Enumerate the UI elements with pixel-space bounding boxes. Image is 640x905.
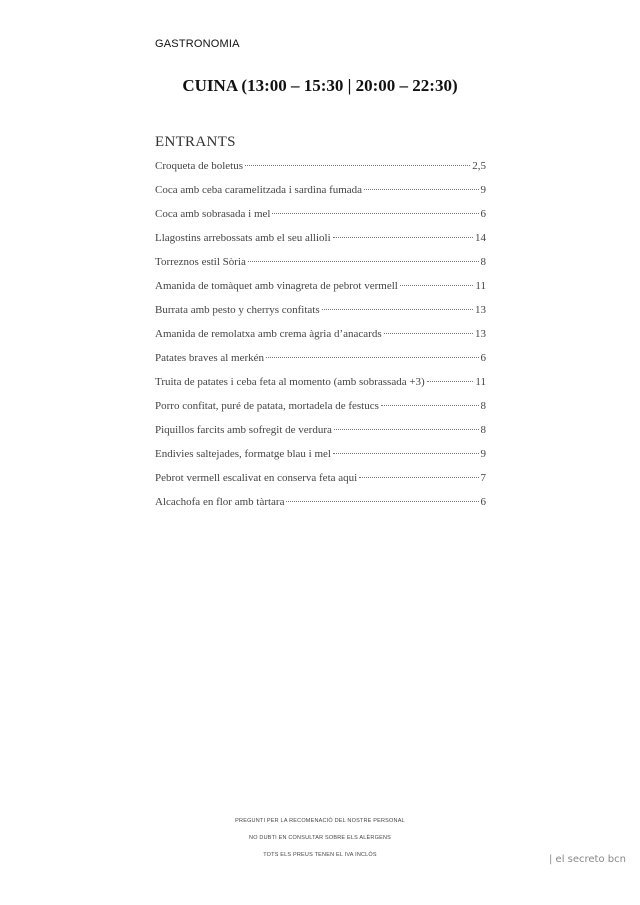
menu-item xyxy=(155,304,486,328)
menu-item-name: Porro confitat, puré de patata, mortadela de festucs xyxy=(155,400,379,412)
footer-note: PREGUNTI PER LA RECOMENACIÓ DEL NOSTRE PERSONAL xyxy=(235,818,405,824)
menu-item xyxy=(155,184,486,208)
menu-item xyxy=(155,376,486,400)
menu-item-name: Amanida de remolatxa amb crema àgria d’anacards xyxy=(155,328,382,340)
menu-item-price: 6 xyxy=(480,496,486,508)
menu-item-name: Croqueta de boletus xyxy=(155,160,243,172)
menu-item-name: Alcachofa en flor amb tàrtara xyxy=(155,496,285,508)
menu-item-price: 11 xyxy=(475,280,486,292)
menu-item xyxy=(155,448,486,472)
footer-note: NO DUBTI EN CONSULTAR SOBRE ELS ALÈRGENS xyxy=(249,835,391,841)
menu-item-price: 13 xyxy=(475,304,486,316)
menu-item xyxy=(155,232,486,256)
dot-leader xyxy=(333,237,473,238)
menu-list xyxy=(155,160,486,520)
menu-item xyxy=(155,160,486,184)
dot-leader xyxy=(427,381,474,382)
menu-item-name: Coca amb ceba caramelitzada i sardina fumada xyxy=(155,184,363,196)
menu-item-name: Patates braves al merkén xyxy=(155,352,265,364)
dot-leader xyxy=(266,357,478,358)
footer-note: TOTS ELS PREUS TENEN EL IVA INCLÒS xyxy=(263,852,377,858)
menu-item xyxy=(155,280,486,304)
section-tag: GASTRONOMIA xyxy=(155,38,240,50)
brand-logo: | el secreto bcn xyxy=(549,854,626,865)
menu-item-price: 9 xyxy=(480,184,486,196)
menu-item-price: 6 xyxy=(480,352,486,364)
dot-leader xyxy=(248,261,479,262)
dot-leader xyxy=(359,477,478,478)
category-heading: ENTRANTS xyxy=(155,134,236,150)
dot-leader xyxy=(364,189,478,190)
menu-item-name: Piquillos farcits amb sofregit de verdura xyxy=(155,424,332,436)
menu-item xyxy=(155,208,486,232)
dot-leader xyxy=(400,285,474,286)
dot-leader xyxy=(333,453,479,454)
menu-item xyxy=(155,496,486,520)
menu-item-price: 2,5 xyxy=(472,160,486,172)
menu-item xyxy=(155,352,486,376)
menu-item-price: 11 xyxy=(475,376,486,388)
menu-item xyxy=(155,400,486,424)
menu-item-name: Truita de patates i ceba feta al momento (amb sobrassada +3) xyxy=(155,376,425,388)
page-title: CUINA (13:00 – 15:30 | 20:00 – 22:30) xyxy=(182,76,458,95)
menu-item-price: 8 xyxy=(480,256,486,268)
menu-item xyxy=(155,424,486,448)
dot-leader xyxy=(384,333,473,334)
dot-leader xyxy=(272,213,478,214)
menu-item-price: 8 xyxy=(480,424,486,436)
menu-item-price: 13 xyxy=(475,328,486,340)
menu-item-name: Endivies saltejades, formatge blau i mel xyxy=(155,448,331,460)
menu-item-price: 6 xyxy=(480,208,486,220)
menu-item-name: Pebrot vermell escalivat en conserva feta aqui xyxy=(155,472,358,484)
dot-leader xyxy=(245,165,470,166)
menu-item-name: Torreznos estil Sòria xyxy=(155,256,246,268)
menu-item-price: 7 xyxy=(480,472,486,484)
menu-item-name: Llagostins arrebossats amb el seu allioli xyxy=(155,232,331,244)
dot-leader xyxy=(334,429,479,430)
menu-item xyxy=(155,328,486,352)
menu-item-name: Burrata amb pesto y cherrys confitats xyxy=(155,304,320,316)
menu-item xyxy=(155,256,486,280)
dot-leader xyxy=(381,405,479,406)
menu-item-price: 8 xyxy=(480,400,486,412)
dot-leader xyxy=(322,309,473,310)
menu-item xyxy=(155,472,486,496)
menu-item-name: Coca amb sobrasada i mel xyxy=(155,208,271,220)
dot-leader xyxy=(286,501,478,502)
menu-item-price: 14 xyxy=(475,232,486,244)
menu-item-name: Amanida de tomàquet amb vinagreta de pebrot vermell xyxy=(155,280,398,292)
menu-item-price: 9 xyxy=(480,448,486,460)
